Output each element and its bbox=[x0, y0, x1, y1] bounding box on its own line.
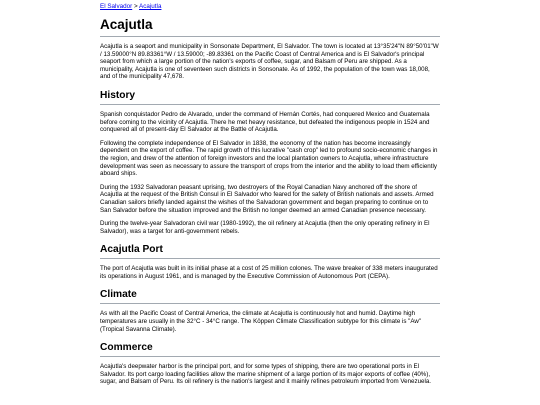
history-paragraph-4: During the twelve-year Salvadoran civil war (1980-1992), the oil refinery at Acajutla (then the only operating refinery in El Salvador), was a target for anti-government rebels. bbox=[100, 220, 430, 235]
port-paragraph-1: The port of Acajutla was built in its initial phase at a cost of 25 million colones. The wave breaker of 338 meters inaugurated its operations in August 1961, and is managed by the Executive Commission of Autonomous Port (CEPA). bbox=[100, 265, 438, 280]
breadcrumb-link-acajutla[interactable]: Acajutla bbox=[139, 3, 162, 10]
breadcrumb-link-el-salvador[interactable]: El Salvador bbox=[100, 3, 133, 10]
intro-paragraph: Acajutla is a seaport and municipality in Sonsonate Department, El Salvador. The town is located at 13°35'24"N 89°50'01"W / 13.59000°N 89.83361°W / 13.59000; -89.83361 on the Pacific Coast of Central America and is El Salvador's principal seaport from which a large portion of the nation's exports of coffee, sugar, and Balsam of Peru are shipped. As a municipality, Acajutla is one of seventeen such districts in Sonsonate. As of 1992, the population of the town was 18,008, and of the municipality 47,678. bbox=[100, 43, 439, 81]
climate-paragraph-1: As with all the Pacific Coast of Central America, the climate at Acajutla is continuously hot and humid. Daytime high temperatures are usually in the 32°C - 34°C range. The Köppen Climate Classification subtype for this climate is "Aw" (Tropical Savanna Climate). bbox=[100, 310, 422, 333]
commerce-heading: Commerce bbox=[100, 341, 440, 357]
breadcrumb-separator: > bbox=[133, 3, 138, 10]
page-title: Acajutla bbox=[100, 17, 440, 37]
commerce-paragraph-1: Acajutla's deepwater harbor is the principal port, and for some types of shipping, there are two operational ports in El Salvador. Its port cargo loading facilities allow the marine shipment of a large portion of its major exports of coffee (40%), sugar, and Balsam of Peru. Its oil refinery is the nation's largest and it mainly refines petroleum imported from Venezuela. bbox=[100, 363, 432, 386]
climate-heading: Climate bbox=[100, 288, 440, 304]
history-heading: History bbox=[100, 89, 440, 105]
history-paragraph-2: Following the complete independence of El Salvador in 1838, the economy of the nation has become increasingly dependent on the export of coffee. The rapid growth of this lucrative "cash crop" led to profound socio-economic changes in the region, and drew of the attention of foreign investors and the local plantation owners to Acajutla, where infrastructure development was seen as necessary to assure the transport of crops from the interior and the ability to load them efficiently aboard ships. bbox=[100, 139, 438, 178]
breadcrumb bbox=[100, 3, 440, 11]
history-paragraph-3: During the 1932 Salvadoran peasant uprising, two destroyers of the Royal Canadian Navy anchored off the shore of Acajutla at the request of the British Consul in El Salvador who feared for the safety of British nationals and assets. Armed Canadian sailors briefly landed against the wishes of the Salvadoran government and began preparing to continue on to San Salvador before the situation improved and the British no longer deemed an armed Canadian presence necessary. bbox=[100, 183, 434, 214]
port-heading: Acajutla Port bbox=[100, 243, 440, 259]
history-paragraph-1: Spanish conquistador Pedro de Alvarado, under the command of Hernán Cortés, had conquered Mexico and Guatemala before coming to the vicinity of Acajutla. There he met heavy resistance, but defeated the indigenous people in 1524 and conquered all of present-day El Salvador at the Battle of Acajutla. bbox=[100, 110, 430, 134]
